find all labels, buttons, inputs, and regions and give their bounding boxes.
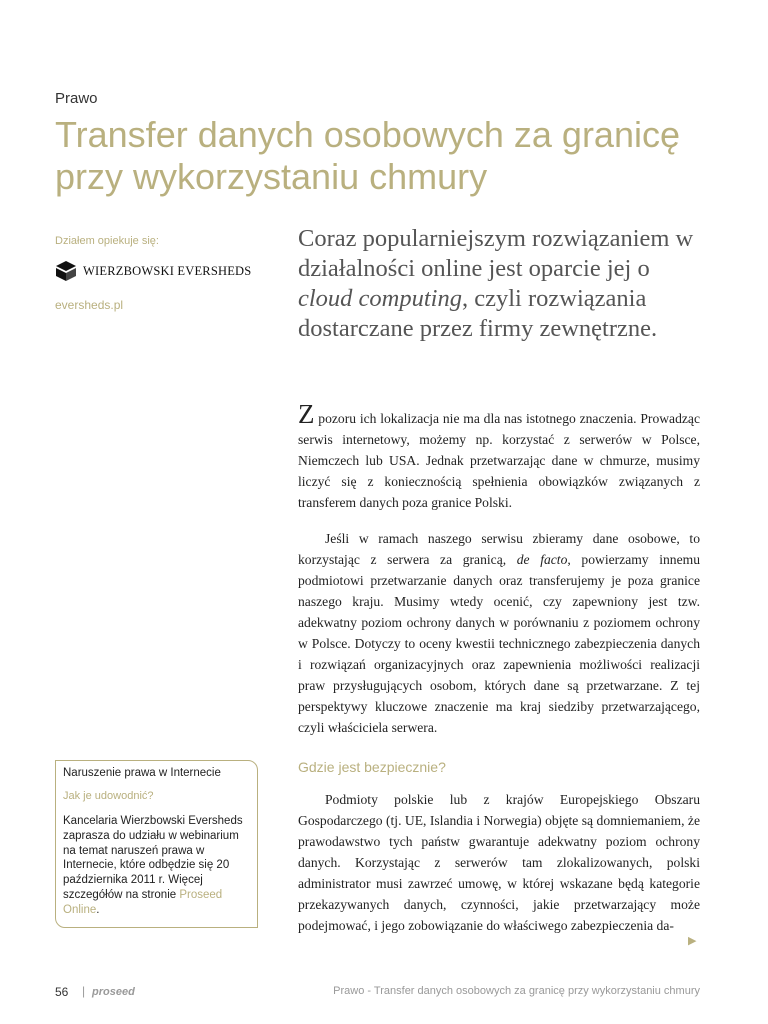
sidebox-subtitle: Jak je udowodnić?	[63, 790, 154, 802]
sidebox	[55, 760, 258, 928]
lead-paragraph	[298, 224, 708, 344]
article-paragraph-2	[298, 528, 700, 738]
sidebox-body-end: .	[96, 903, 100, 916]
sidebox-body	[63, 814, 250, 918]
sponsor-name: WIERZBOWSKI EVERSHEDS	[83, 263, 252, 278]
paragraph-1-text: pozoru ich lokalizacja nie ma dla nas istotnego znaczenia. Prowadząc serwis internetowy, możemy np. korzystać z serwerów w Polsce, Niemczech lub USA. Jednak przetwarzając dane w chmurze, musimy liczyć się z koniecznością spełnienia obowiązków związanych z transferem danych poza granice Polski.	[298, 411, 700, 510]
article-paragraph-3: Podmioty polskie lub z krajów Europejskiego Obszaru Gospodarczego (tj. UE, Islandia i Norwegia) objęte są domniemaniem, że prawodawstwo tych państw gwarantuje adekwatny poziom ochrony danych. Korzystając z serwerów tam zlokalizowanych, polski administrator musi zawrzeć umowę, w której wskazane będą kategorie przekazywanych danych, czynności, jakie przetwarzający może podejmować, i jego zobowiązanie do właściwego zabezpieczenia da-	[298, 792, 700, 933]
lead-text-1: Coraz popularniejszym rozwiązaniem w działalności online jest oparcie jej o	[298, 225, 694, 282]
page-title: Transfer danych osobowych za granicę przy wykorzystaniu chmury	[55, 114, 680, 197]
sponsor-label: Działem opiekuje się:	[55, 235, 159, 247]
sidebox-title: Naruszenie prawa w Internecie	[63, 767, 221, 779]
eversheds-logo-icon	[55, 260, 77, 282]
sponsor-website-link[interactable]: eversheds.pl	[55, 298, 124, 312]
paragraph-2-start: Jeśli w ramach naszego serwisu zbieramy dane osobowe, to korzystając z serwera za granicą,	[298, 531, 700, 567]
section-label: Prawo	[55, 90, 98, 107]
article-subheading: Gdzie jest bezpiecznie?	[298, 759, 446, 775]
sponsor-logo	[55, 260, 251, 282]
article-paragraph-1	[298, 399, 700, 513]
footer-separator: |	[82, 984, 86, 998]
paragraph-2-end: , powierzamy innemu podmiotowi przetwarzanie danych oraz transferujemy je poza granice naszego kraju. Musimy wtedy ocenić, czy zapewniony jest tzw. adekwatny poziom ochrony danych w porównaniu z poziomem ochrony w Polsce. Dotyczy to oceny kwestii technicznego zabezpieczenia danych i rozwiązań organizacyjnych oraz zapewnienia możliwości realizacji praw przysługujących osobom, których dane są przetwarzane. Z tej perspektywy kluczowe znaczenie ma kraj siedziby przetwarzającego, czyli właściciela serwera.	[298, 552, 700, 735]
paragraph-2-italic: de facto	[516, 552, 568, 567]
lead-italic: cloud computing	[298, 285, 462, 312]
dropcap: Z	[298, 399, 315, 429]
running-title: Prawo - Transfer danych osobowych za granicę przy wykorzystaniu chmury	[333, 985, 700, 997]
lead-text-2: , czyli rozwiązania dostarczane przez firmy zewnętrzne.	[298, 285, 658, 342]
continue-arrow-icon: ▶	[688, 935, 697, 947]
proseed-online-link[interactable]: Proseed Online	[63, 888, 223, 916]
page-number: 56	[55, 985, 69, 999]
sidebox-body-text: Kancelaria Wierzbowski Eversheds zaprasza do udziału w webinarium na temat naruszeń prawa w Internecie, które odbędzie się 20 października 2011 r. Więcej szczegółów na stronie	[63, 815, 243, 901]
brand-logo: proseed	[92, 986, 135, 998]
